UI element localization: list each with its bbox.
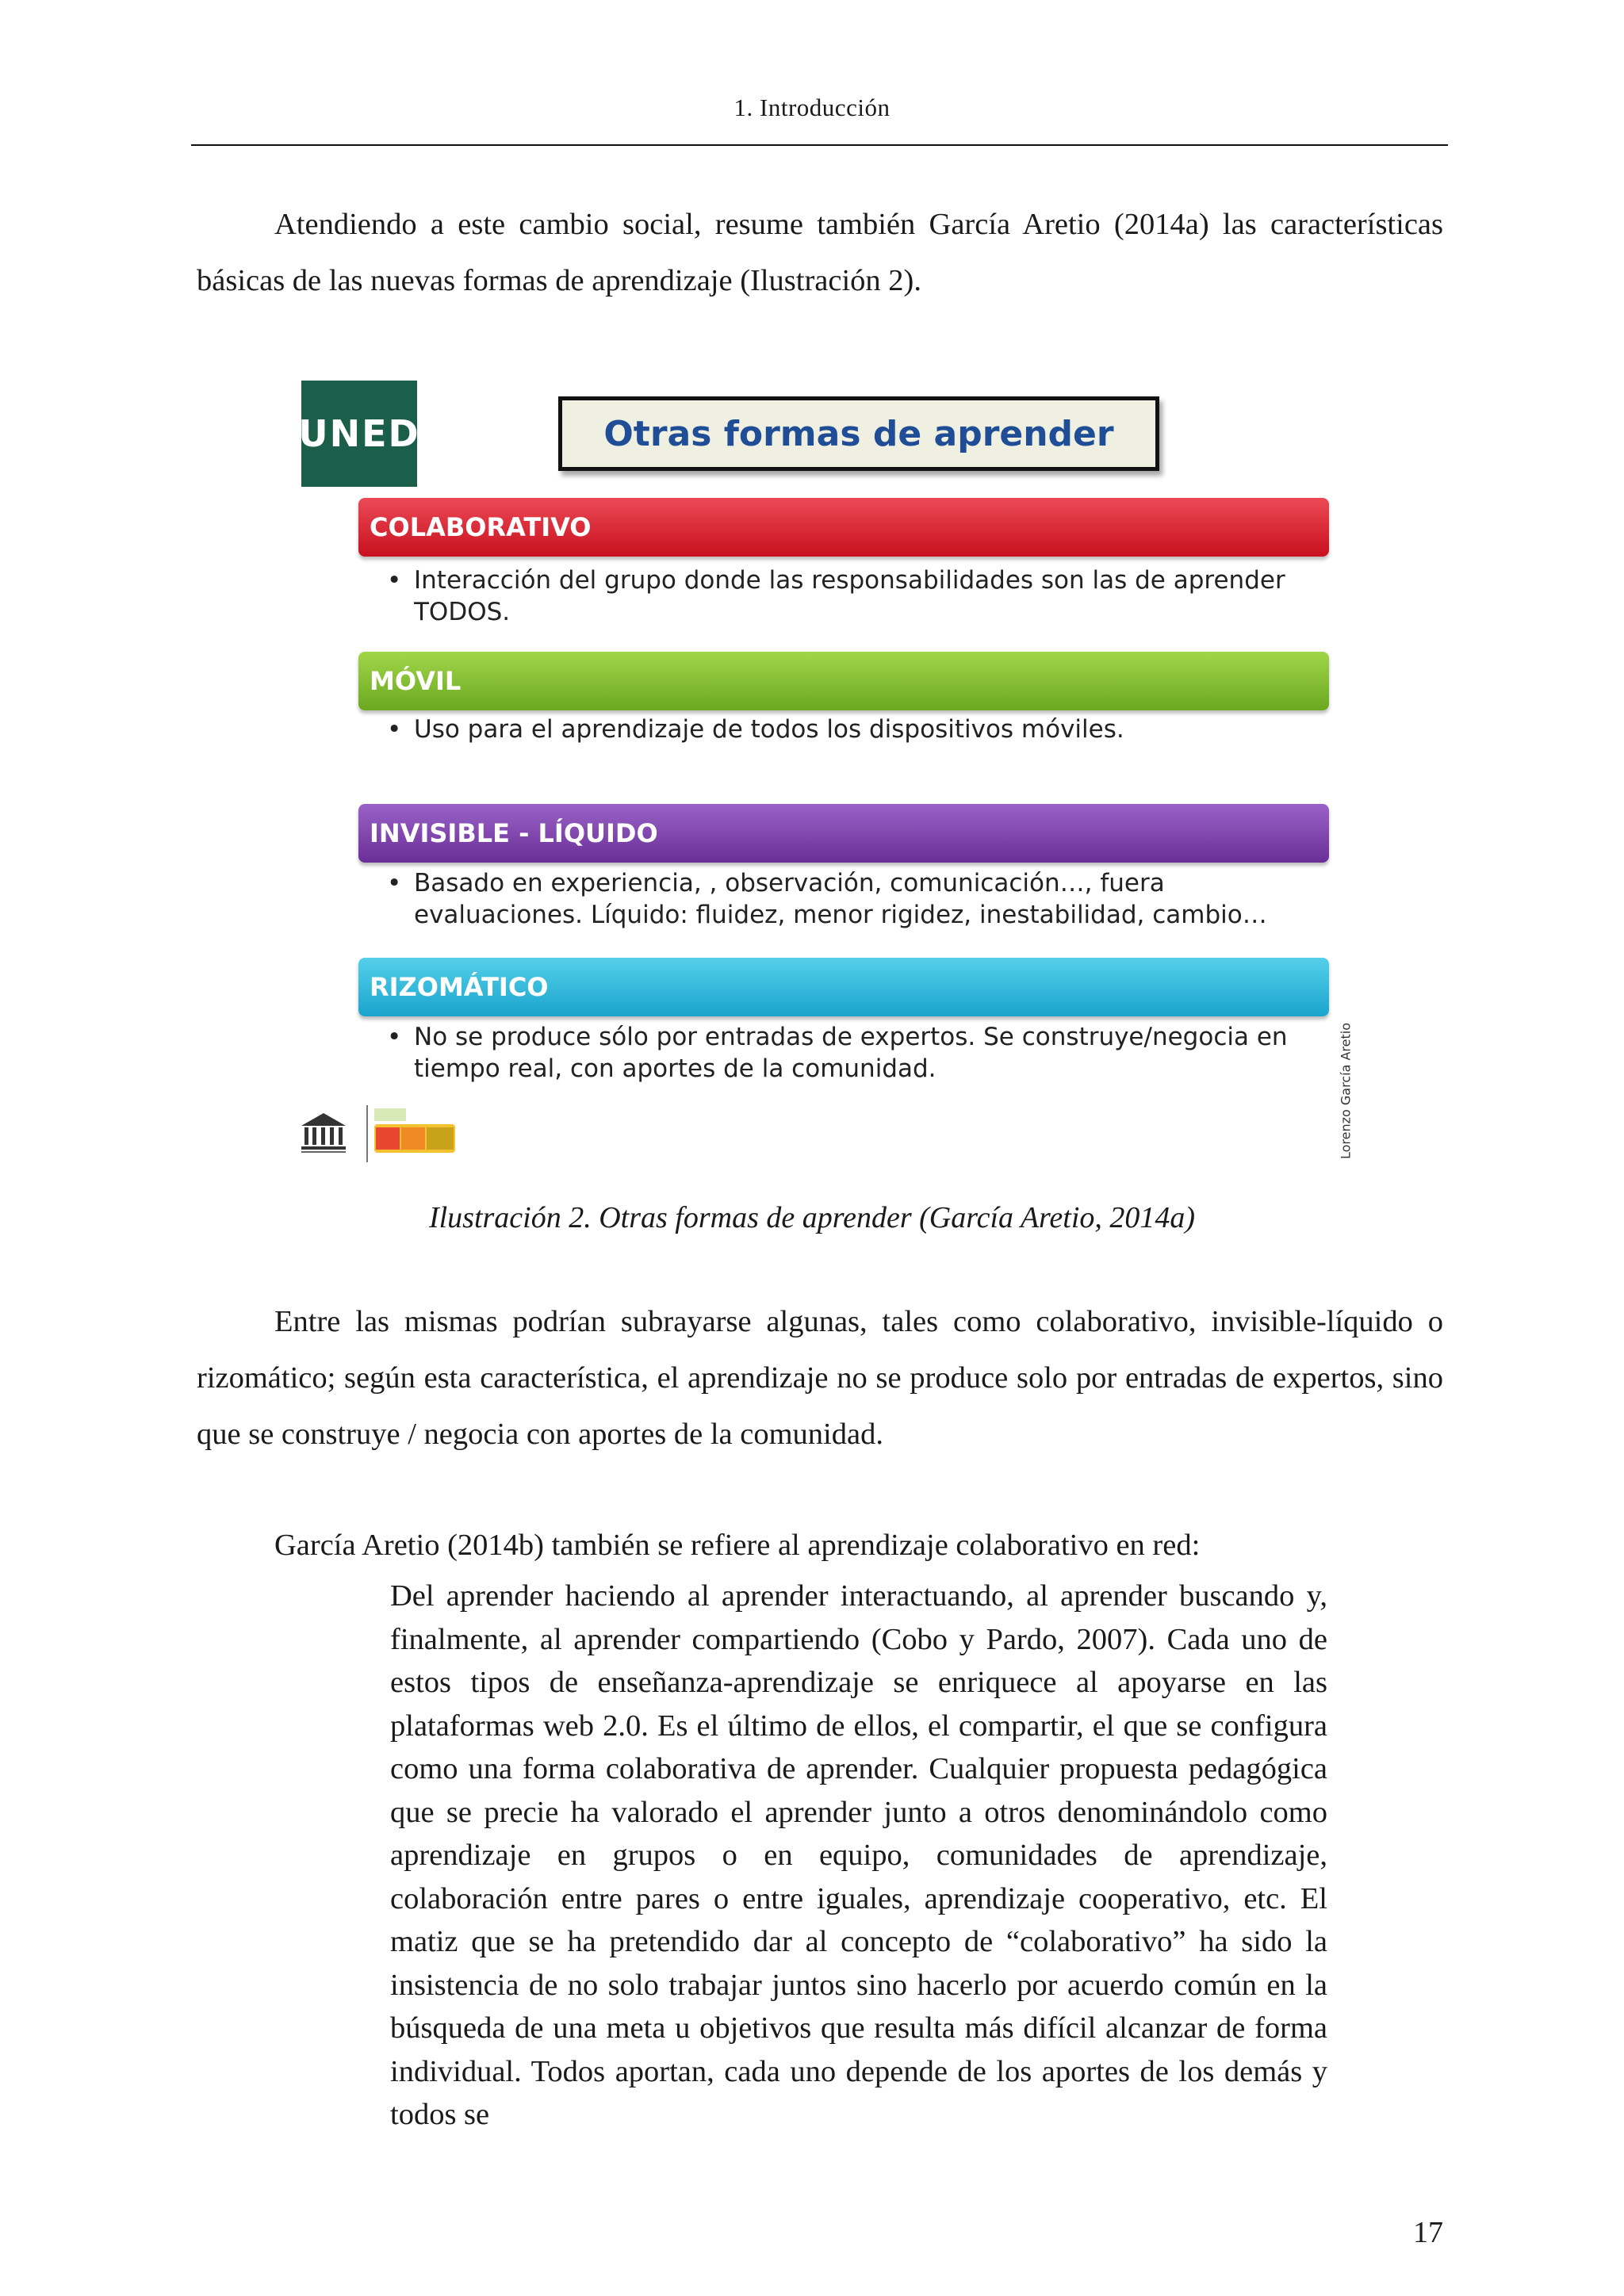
section-heading-movil: MÓVIL: [358, 652, 1329, 710]
bullet-dot: •: [387, 869, 402, 897]
section-heading-invisible-liquido: INVISIBLE - LÍQUIDO: [358, 804, 1329, 863]
bullet-dot: •: [387, 715, 402, 744]
bullet-text: Uso para el aprendizaje de todos los dispositivos móviles.: [414, 715, 1124, 744]
header-rule: [191, 144, 1448, 146]
section-bullet-colaborativo: [387, 564, 1299, 628]
figure-caption: Ilustración 2. Otras formas de aprender (García Aretio, 2014a): [428, 1201, 1196, 1234]
section-heading-colaborativo: COLABORATIVO: [358, 498, 1329, 557]
cued-logo-icon: [365, 1104, 460, 1164]
bullet-dot: •: [387, 566, 402, 595]
block-quote: Del aprender haciendo al aprender interactuando, al aprender buscando y, finalmente, al aprender compartiendo (Cobo y Pardo, 2007). Cada uno de estos tipos de enseñanza-aprendizaje se enriquece al apoyarse en las plataformas web 2.0. Es el último de ellos, el compartir, el que se configura como una forma colaborativa de aprender. Cualquier propuesta pedagógica que se precie ha valorado el aprender junto a otros denominándolo como aprendizaje en grupos o en equipo, comunidades de aprendizaje, colaboración entre pares o entre iguales, aprendizaje cooperativo, etc. El matiz que se ha pretendido dar al concepto de “colaborativo” ha sido la insistencia de no solo trabajar juntos sino hacerlo por acuerdo común en la búsqueda de una meta u objetivos que resulta más difícil alcanzar de forma individual. Todos aportan, cada uno depende de los aportes de los demás y todos se: [390, 1579, 1327, 2131]
page-number: 17: [1413, 2216, 1443, 2249]
running-header: 1. Introducción: [733, 94, 891, 121]
figure-title: Otras formas de aprender: [558, 396, 1159, 471]
bullet-text: Basado en experiencia, , observación, comunicación…, fuera evaluaciones. Líquido: fluidez, menor rigidez, inestabilidad, cambio…: [414, 869, 1267, 929]
paragraph-intro: Atendiendo a este cambio social, resume también García Aretio (2014a) las características básicas de las nuevas formas de aprendizaje (Ilustración 2).: [197, 208, 1443, 297]
bullet-dot: •: [387, 1023, 402, 1051]
uned-logo: UNED: [301, 381, 417, 487]
unesco-logo-icon: [298, 1110, 349, 1158]
partner-logos: [298, 1104, 473, 1167]
figure-otras-formas: [298, 377, 1353, 1170]
section-bullet-movil: [387, 714, 1299, 745]
section-bullet-invisible-liquido: [387, 867, 1299, 931]
author-credit-text: Lorenzo García Aretio: [1338, 1023, 1354, 1159]
paragraph-discussion: Entre las mismas podrían subrayarse algunas, tales como colaborativo, invisible-líquido o rizomático; según esta característica, el aprendizaje no se produce solo por entradas de expertos, sino que se construye / negocia con aportes de la comunidad.: [197, 1305, 1443, 1451]
bullet-text: Interacción del grupo donde las responsabilidades son las de aprender TODOS.: [414, 566, 1285, 626]
section-bullet-rizomatico: [387, 1021, 1299, 1085]
bullet-text: No se produce sólo por entradas de expertos. Se construye/negocia en tiempo real, con aportes de la comunidad.: [414, 1023, 1288, 1083]
author-credit: [1334, 1020, 1358, 1162]
paragraph-quote-intro: García Aretio (2014b) también se refiere al aprendizaje colaborativo en red:: [274, 1529, 1201, 1562]
section-heading-rizomatico: RIZOMÁTICO: [358, 958, 1329, 1016]
